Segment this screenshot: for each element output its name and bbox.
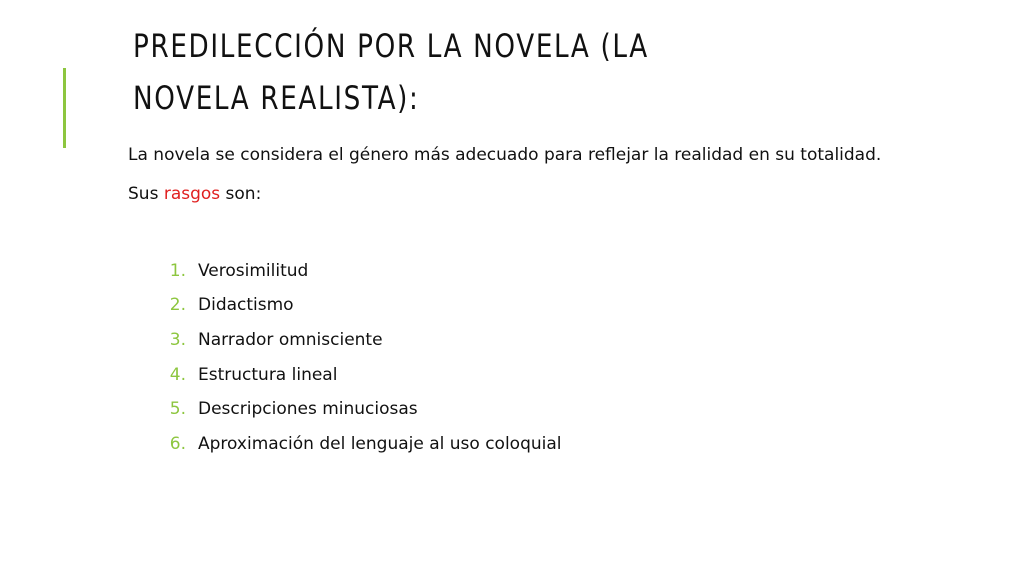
rasgos-prefix: Sus	[128, 184, 164, 204]
list-item	[128, 358, 908, 393]
list-item-number: 2.	[169, 295, 186, 316]
rasgos-highlight: rasgos	[163, 184, 221, 204]
rasgos-line	[128, 181, 908, 208]
list-item-text: Estructura lineal	[198, 364, 338, 385]
slide-body	[128, 142, 908, 462]
list-item-number: 5.	[169, 399, 186, 420]
slide-title: PREDILECCIÓN POR LA NOVELA (LA NOVELA REALISTA):	[133, 27, 649, 117]
list-item-number: 3.	[169, 329, 186, 350]
list-item-text: Aproximación del lenguaje al uso coloquial	[198, 433, 562, 454]
list-item	[128, 289, 908, 324]
list-item-text: Narrador omnisciente	[198, 329, 383, 350]
accent-bar	[63, 68, 66, 148]
list-item-text: Didactismo	[198, 295, 294, 316]
intro-paragraph: La novela se considera el género más adecuado para reflejar la realidad en su totalidad.	[128, 145, 882, 165]
list-item	[128, 323, 908, 358]
list-item	[128, 392, 908, 427]
list-item	[128, 254, 908, 289]
features-list	[128, 254, 908, 462]
list-item-text: Verosimilitud	[198, 260, 309, 281]
rasgos-suffix: son:	[220, 184, 262, 204]
list-item	[128, 427, 908, 462]
list-item-number: 4.	[169, 364, 186, 385]
list-item-number: 6.	[169, 433, 186, 454]
list-item-number: 1.	[169, 260, 186, 281]
list-item-text: Descripciones minuciosas	[198, 399, 418, 420]
